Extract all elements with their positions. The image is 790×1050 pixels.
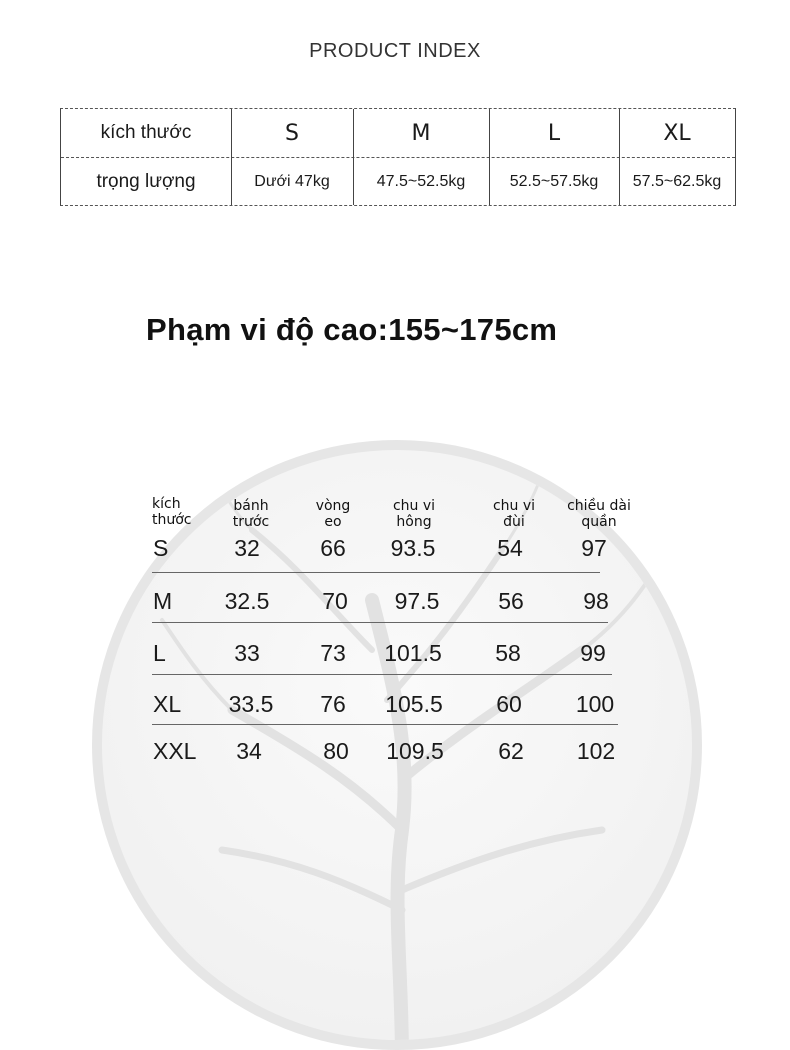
header-line: thước bbox=[152, 512, 192, 528]
size-label: S bbox=[153, 535, 169, 561]
page-title: PRODUCT INDEX bbox=[309, 40, 481, 62]
weight-cell: Dưới 47kg bbox=[254, 173, 330, 190]
table-cell: 58 bbox=[495, 640, 521, 666]
header-front-rise bbox=[226, 498, 276, 530]
height-range-text: Phạm vi độ cao:155~175cm bbox=[146, 312, 558, 347]
header-line: chiều dài bbox=[567, 498, 631, 514]
header-size bbox=[152, 496, 192, 528]
header-length bbox=[560, 498, 638, 530]
table-cell: 80 bbox=[323, 738, 349, 764]
header-line: chu vi bbox=[492, 498, 536, 514]
header-line: vòng bbox=[315, 498, 351, 514]
table-cell: 100 bbox=[575, 691, 615, 717]
table-cell: 99 bbox=[580, 640, 606, 666]
header-line: quần bbox=[581, 514, 617, 530]
header-waist bbox=[305, 498, 361, 530]
table-cell: 34 bbox=[236, 738, 262, 764]
row-divider bbox=[152, 572, 600, 573]
table-cell: 97.5 bbox=[394, 588, 440, 614]
table-cell: 97 bbox=[581, 535, 607, 561]
table-cell: 109.5 bbox=[386, 738, 444, 764]
row-label: trọng lượng bbox=[96, 171, 196, 192]
header-hip bbox=[384, 498, 444, 530]
table-cell: 54 bbox=[497, 535, 523, 561]
table-cell: 70 bbox=[322, 588, 348, 614]
table-cell: 56 bbox=[498, 588, 524, 614]
table-cell: 76 bbox=[320, 691, 346, 717]
size-label: XXL bbox=[153, 738, 197, 764]
size-cell: XL bbox=[663, 120, 691, 146]
header-line: hông bbox=[396, 514, 432, 530]
table-cell: 101.5 bbox=[384, 640, 442, 666]
row-divider bbox=[152, 724, 618, 725]
header-line: eo bbox=[324, 514, 342, 530]
table-cell: 32 bbox=[234, 535, 260, 561]
size-label: L bbox=[153, 640, 166, 666]
table-cell: 33.5 bbox=[228, 691, 274, 717]
table-cell: 98 bbox=[583, 588, 609, 614]
header-thigh bbox=[484, 498, 544, 530]
header-line: bánh bbox=[233, 498, 269, 514]
table-cell: 66 bbox=[320, 535, 346, 561]
size-cell: S bbox=[285, 120, 299, 146]
size-cell: M bbox=[411, 120, 431, 146]
table-cell: 105.5 bbox=[385, 691, 443, 717]
table-cell: 73 bbox=[320, 640, 346, 666]
row-label: kích thước bbox=[100, 122, 192, 143]
header-line: trước bbox=[232, 514, 270, 530]
weight-cell: 47.5~52.5kg bbox=[376, 173, 466, 190]
header-line: đùi bbox=[503, 514, 525, 530]
table-cell: 60 bbox=[496, 691, 522, 717]
table-cell: 102 bbox=[576, 738, 616, 764]
size-label: XL bbox=[153, 691, 182, 717]
table-cell: 32.5 bbox=[224, 588, 270, 614]
size-label: M bbox=[153, 588, 173, 614]
row-divider bbox=[152, 622, 608, 623]
row-divider bbox=[152, 674, 612, 675]
table-cell: 93.5 bbox=[390, 535, 436, 561]
header-line: kích bbox=[152, 496, 181, 512]
table-cell: 62 bbox=[498, 738, 524, 764]
table-cell: 33 bbox=[234, 640, 260, 666]
weight-cell: 52.5~57.5kg bbox=[509, 173, 599, 190]
header-line: chu vi bbox=[392, 498, 436, 514]
weight-cell: 57.5~62.5kg bbox=[632, 173, 722, 190]
size-cell: L bbox=[547, 120, 561, 146]
